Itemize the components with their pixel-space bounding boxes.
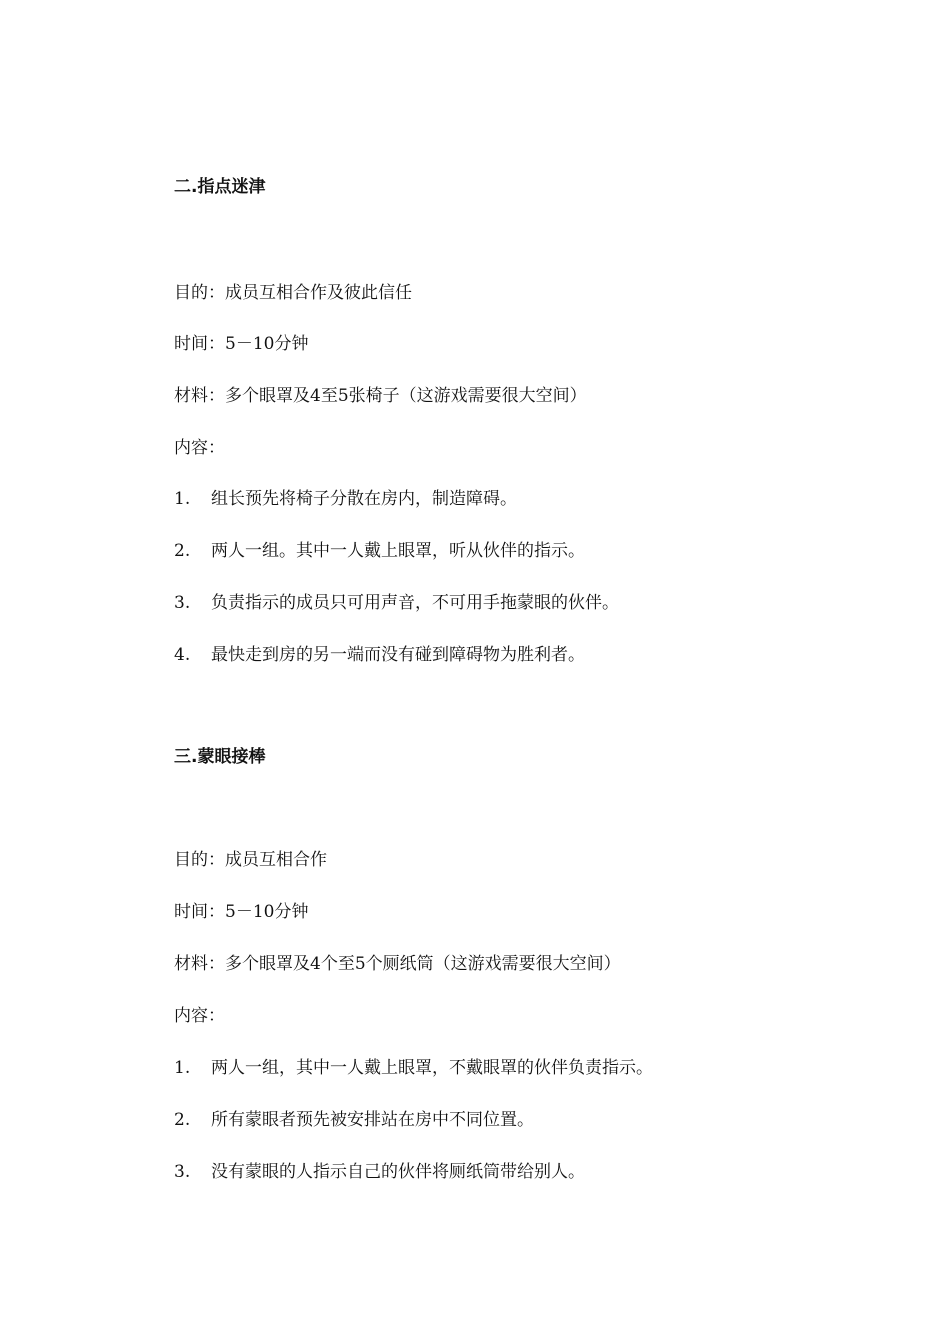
list-item: [174, 1108, 534, 1132]
list-item-text: 负责指示的成员只可用声音，不可用手拖蒙眼的伙伴。: [211, 593, 619, 613]
materials-line: 材料：多个眼罩及4个至5个厕纸筒（这游戏需要很大空间）: [174, 954, 621, 974]
list-item-number: 3.: [174, 593, 191, 613]
purpose-line: 目的：成员互相合作: [174, 850, 327, 870]
list-item-text: 组长预先将椅子分散在房内，制造障碍。: [211, 489, 517, 509]
purpose-line: 目的：成员互相合作及彼此信任: [174, 283, 412, 303]
list-item: [174, 643, 585, 667]
content-label: 内容：: [174, 438, 225, 458]
list-item-text: 最快走到房的另一端而没有碰到障碍物为胜利者。: [211, 645, 585, 665]
list-item: [174, 539, 585, 563]
list-item-number: 2.: [174, 1110, 191, 1130]
section-title: 二.指点迷津: [174, 177, 266, 197]
section-title: 三.蒙眼接棒: [174, 747, 266, 767]
list-item-text: 没有蒙眼的人指示自己的伙伴将厕纸筒带给别人。: [211, 1162, 585, 1182]
list-item-text: 所有蒙眼者预先被安排站在房中不同位置。: [211, 1110, 534, 1130]
time-line: 时间：5－10分钟: [174, 334, 309, 354]
list-item-text: 两人一组。其中一人戴上眼罩，听从伙伴的指示。: [211, 541, 585, 561]
list-item: [174, 1160, 585, 1184]
list-item-number: 1.: [174, 1058, 191, 1078]
list-item-text: 两人一组，其中一人戴上眼罩，不戴眼罩的伙伴负责指示。: [211, 1058, 653, 1078]
list-item-number: 3.: [174, 1162, 191, 1182]
list-item: [174, 1056, 653, 1080]
list-item: [174, 591, 619, 615]
materials-line: 材料：多个眼罩及4至5张椅子（这游戏需要很大空间）: [174, 386, 587, 406]
list-item: [174, 487, 517, 511]
time-line: 时间：5－10分钟: [174, 902, 309, 922]
content-label: 内容：: [174, 1006, 225, 1026]
list-item-number: 2.: [174, 541, 191, 561]
list-item-number: 4.: [174, 645, 191, 665]
list-item-number: 1.: [174, 489, 191, 509]
